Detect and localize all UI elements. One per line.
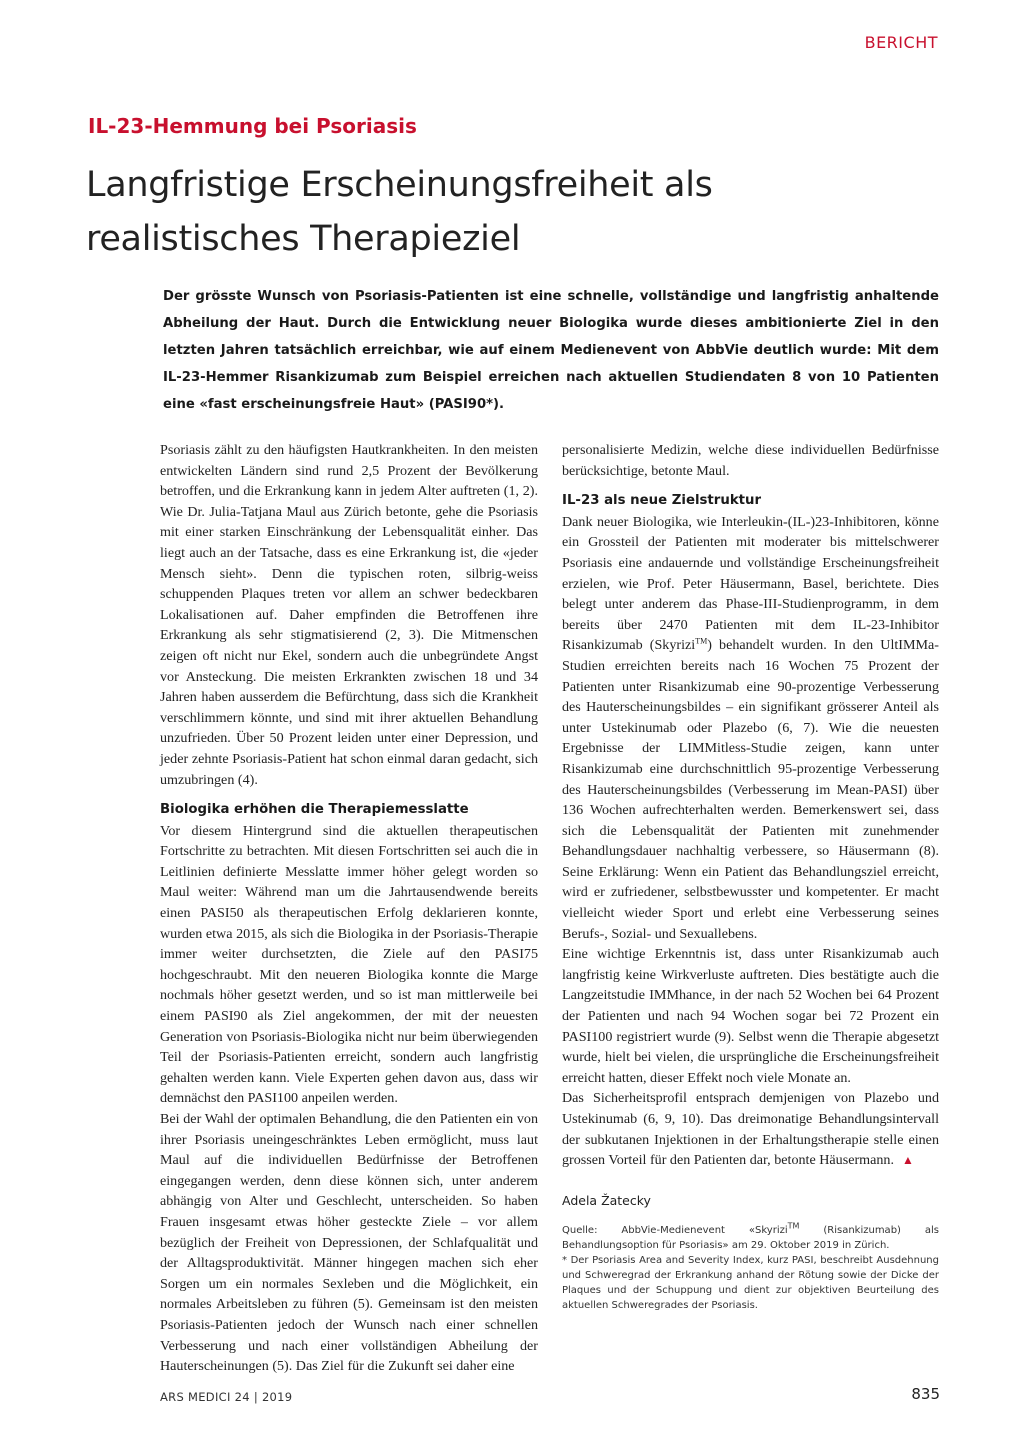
page-number: 835 xyxy=(911,1385,940,1403)
paragraph-text: Das Sicherheitsprofil entsprach demjenigen von Plazebo und Ustekinumab (6, 9, 10). Das dreimonatige Behandlungsintervall der subkutanen Injektionen in der Erhaltungstherapie stelle einen grossen Vorteil für den Patienten dar, betonte Häusermann. xyxy=(562,1090,939,1169)
paragraph-text: Dank neuer Biologika, wie Interleukin-(IL-)23-Inhibitoren, könne ein Grossteil der Patienten mit moderater bis mittelschwerer Psoriasis eine andauernde und vollständige Erscheinungsfreiheit erzielen, wie Prof. Peter Häusermann, Basel, berichtete. Dies belegt unter anderem das Phase-III-Studienprogramm, in dem bereits über 2470 Patienten mit dem IL-23-Inhibitor Risankizumab (Skyrizi xyxy=(562,513,939,654)
author-name: Adela Žatecky xyxy=(562,1192,651,1208)
footer-journal: ARS MEDICI 24 | 2019 xyxy=(160,1390,293,1404)
source-text: (Risankizumab) als Behandlungsoption für Psoriasis» am 29. Oktober 2019 in Zürich. xyxy=(562,1225,939,1252)
trademark-mark: TM xyxy=(695,636,708,646)
section-heading: IL-23 als neue Zielstruktur xyxy=(562,493,762,509)
trademark-mark: TM xyxy=(787,1222,800,1232)
paragraph: personalisierte Medizin, welche diese individuellen Bedürfnisse berücksichtige, betonte Maul. xyxy=(562,442,939,479)
paragraph: Eine wichtige Erkenntnis ist, dass unter Risankizumab auch langfristig keine Wirkverluste auftreten. Dies bestätigte auch die Langzeitstudie IMMhance, in der nach 52 Wochen bei 64 Prozent der Patienten und nach 94 Wochen sogar bei 72 Prozent ein PASI100 registriert wurde (9). Selbst wenn die Therapie abgesetzt wurde, hielt bei vielen, die ursprüngliche die Erscheinungsfreiheit erreicht hatten, dieser Effekt noch viele Monate an. xyxy=(562,946,939,1086)
end-triangle-icon: ▲ xyxy=(902,1153,914,1168)
section-label: BERICHT xyxy=(864,33,938,52)
article-lead: Der grösste Wunsch von Psoriasis-Patienten ist eine schnelle, vollständige und langfristig anhaltende Abheilung der Haut. Durch die Entwicklung neuer Biologika wurde dieses ambitionierte Ziel in den letzten Jahren tatsächlich erreichbar, wie auf einem Medienevent von AbbVie deutlich wurde: Mit dem IL-23-Hemmer Risankizumab zum Beispiel erreichen nach aktuellen Studiendaten 8 von 10 Patienten eine «fast erscheinungsfreie Haut» (PASI90*). xyxy=(163,289,939,412)
paragraph: Vor diesem Hintergrund sind die aktuellen therapeutischen Fortschritte zu betrachten. Mit diesen Fortschritten sei auch die in Leitlinien definierte Messlatte immer höher gelegt worden so Maul weiter: Während man um die Jahrtausendwende bereits einen PASI50 als therapeutischen Erfolg deklarieren konnte, wurden etwa 2015, als sich die Biologika in der Psoriasis-Therapie immer weiter durchsetzten, die Ziele auf den PASI75 hochgeschraubt. Mit den neueren Biologika konnte die Marge nochmals höher gesetzt werden, und so ist man mittlerweile bei einem PASI90 als Ziel angekommen, der mit der neuesten Generation von Psoriasis-Biologika nicht nur beim überwiegenden Teil der Psoriasis-Patienten erreicht, sondern auch langfristig gehalten werden kann. Viele Experten gehen davon aus, dass wir demnächst den PASI100 anpeilen werden. xyxy=(160,822,538,1107)
title-line-1: Langfristige Erscheinungsfreiheit als xyxy=(86,165,713,205)
article-kicker: IL-23-Hemmung bei Psoriasis xyxy=(88,114,417,138)
section-heading: Biologika erhöhen die Therapiemesslatte xyxy=(160,802,469,818)
source-text: Quelle: AbbVie-Medienevent «Skyrizi xyxy=(562,1225,788,1237)
paragraph: Psoriasis zählt zu den häufigsten Hautkrankheiten. In den meisten entwickelten Ländern sind rund 2,5 Prozent der Bevölkerung betroffen, und die Erkrankung kann in jedem Alter auftreten (1, 2). Wie Dr. Julia-Tatjana Maul aus Zürich betonte, gehe die Psoriasis mit einer starken Einschränkung der Lebensqualität einher. Das liegt auch an der Tatsache, dass es eine Erkrankung ist, die «jeder Mensch sieht». Denn die typischen roten, silbrig-weiss schuppenden Plaques treten vor allem an schwer bedeckbaren Lokalisationen auf. Daher empfinden die Betroffenen ihre Erkrankung als sehr stigmatisierend (2, 3). Die Mitmenschen zeigen oft nicht nur Ekel, sondern auch die unbegründete Angst vor Ansteckung. Die meisten Erkrankten zwischen 18 und 34 Jahren haben ausserdem die Befürchtung, dass sich die Krankheit verschlimmern könnte, und sind mit ihrer aktuellen Behandlung unzufrieden. Über 50 Prozent leiden unter einer Depression, und jeder zehnte Psoriasis-Patient hat schon einmal daran gedacht, sich umzubringen (4). xyxy=(160,442,538,788)
title-line-2: realistisches Therapieziel xyxy=(86,219,521,259)
paragraph xyxy=(562,512,939,944)
source-note xyxy=(562,1223,939,1253)
article-title xyxy=(86,158,946,266)
column-right xyxy=(562,440,939,1313)
paragraph xyxy=(562,1088,939,1170)
paragraph-text: ) behandelt wurden. In den UltIMMa-Studien erreichten bereits nach 16 Wochen 75 Prozent der Patienten unter Risankizumab eine 90-prozentige Verbesserung des Hauterscheinungsbildes – ein signifikant grösserer Anteil als unter Ustekinumab oder Plazebo (6, 7). Wie die neuesten Ergebnisse der LIMMitless-Studie zeigen, kann unter Risankizumab eine durchschnittlich 95-prozentige Verbesserung des Hauterscheinungsbildes (Verbesserung im Mean-PASI) über 136 Wochen aufrechterhalten werden. Bemerkenswert sei, dass sich die Lebensqualität der Patienten mit zunehmender Behandlungsdauer nachhaltig verbessere, so Häusermann (8). Seine Erklärung: Wenn ein Patient das Behandlungsziel erreicht, wird er zufriedener, selbstbewusster und kompetenter. Er macht vielleicht wieder Sport und erlebt eine Verbesserung seines Berufs-, Sozial- und Sexuallebens. xyxy=(562,637,939,942)
paragraph: Bei der Wahl der optimalen Behandlung, die den Patienten ein von ihrer Psoriasis uneingeschränktes Leben ermöglicht, muss laut Maul auf die individuellen Bedürfnisse der Betroffenen eingegangen werden, denn diese können sich, unter anderem abhängig von Alter und Geschlecht, unterscheiden. So haben Frauen insgesamt etwas höher gesteckte Ziele – vor allem bezüglich der Freiheit von Depressionen, der Schlafqualität und der Alltagsproduktivität. Männer hingegen machen sich eher Sorgen um ein normales Sexleben und die Möglichkeit, ein normales Arbeitsleben zu führen (5). Gemeinsam ist den meisten Psoriasis-Patienten jedoch der Wunsch nach einer schnellen Verbesserung und nach einer vollständigen Abheilung der Hauterscheinungen (5). Das Ziel für die Zukunft sei daher eine xyxy=(160,1111,538,1375)
footnote: * Der Psoriasis Area and Severity Index, kurz PASI, beschreibt Ausdehnung und Schweregrad der Erkrankung anhand der Rötung sowie der Dicke der Plaques und der Schuppung und dient zur objektiven Beurteilung des aktuellen Schweregrades der Psoriasis. xyxy=(562,1255,939,1312)
column-left xyxy=(160,440,538,1377)
